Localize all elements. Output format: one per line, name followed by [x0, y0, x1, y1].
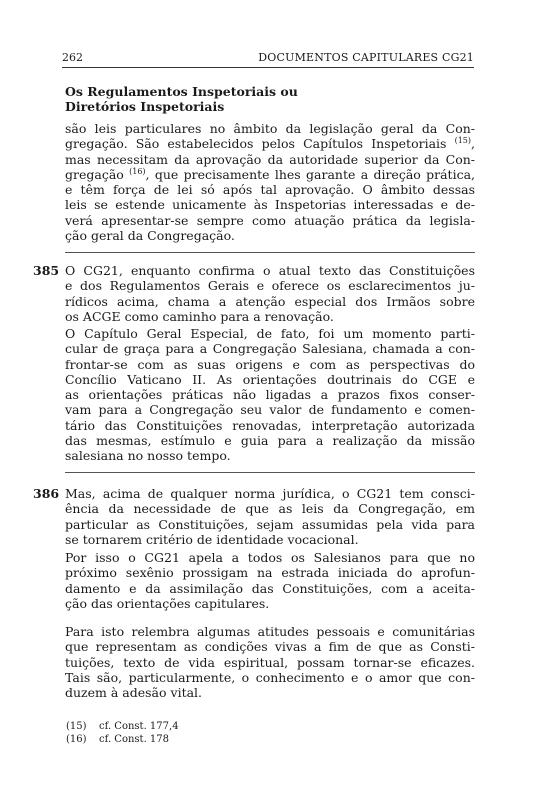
section-heading	[65, 84, 298, 114]
footnote-text: cf. Const. 178	[99, 734, 170, 745]
section-paragraph	[65, 121, 475, 243]
footnote-ref: (15)	[454, 136, 472, 146]
text-line: damento e da assimilação das Constituições, com a aceita-	[65, 580, 475, 596]
section-heading-line: Os Regulamentos Inspetoriais ou	[65, 84, 298, 99]
text-line: O Capítulo Geral Especial, de fato, foi um momento parti-	[65, 326, 475, 341]
text-line: Por isso o CG21 apela a todos os Salesianos para que no	[65, 550, 475, 565]
text-line: frontar-se com as suas origens e com as perspectivas do	[65, 356, 475, 372]
text-line: tuições, texto de vida espiritual, possam tornar-se eficazes.	[65, 654, 475, 670]
text-line: tário das Constituições renovadas, interpretação autorizada	[65, 417, 475, 433]
text-line: e têm força de lei só após tal aprovação. O âmbito dessas	[65, 182, 475, 198]
paragraph-number: 385	[33, 263, 60, 278]
text-line	[65, 136, 475, 151]
footnotes	[66, 720, 179, 746]
footnote-text: cf. Const. 177,4	[99, 721, 179, 732]
footnote	[66, 720, 179, 733]
paragraph-number: 386	[33, 486, 60, 501]
running-title: DOCUMENTOS CAPITULARES CG21	[258, 51, 474, 64]
text-segment: gregação. São estabelecidos pelos Capítulos Inspetoriais	[65, 136, 447, 152]
text-line: Para isto relembra algumas atitudes pessoais e comunitárias	[65, 624, 475, 639]
text-line: se tornarem critério de identidade vocacional.	[65, 531, 359, 547]
text-line: são leis particulares no âmbito da legislação geral da Con-	[65, 121, 475, 136]
text-line: ência da necessidade de que as leis da Congregação, em	[65, 501, 475, 517]
text-line: das mesmas, estímulo e guia para a realização da missão	[65, 433, 475, 449]
text-line: verá apresentar-se sempre como atuação prática da legisla-	[65, 212, 475, 228]
text-line: próximo sexênio prossigam na estrada iniciada do aprofun-	[65, 565, 475, 581]
text-line: Mas, acima de qualquer norma jurídica, o CG21 tem consci-	[65, 486, 475, 501]
section-divider	[65, 252, 475, 253]
text-line: Tais são, particularmente, o conhecimento e o amor que con-	[65, 669, 475, 685]
text-line: vam para a Congregação seu valor de fundamento e comen-	[65, 402, 475, 418]
section-divider	[65, 472, 475, 473]
text-line: as orientações práticas não ligadas a prazos fixos conser-	[65, 387, 475, 403]
paragraph-386-p3	[65, 624, 475, 700]
text-segment: , que precisamente lhes garante a direção prática,	[145, 166, 475, 182]
text-line: ção das orientações capitulares.	[65, 595, 270, 611]
text-segment: ,	[471, 136, 475, 152]
text-line: rídicos acima, chama a atenção especial dos Irmãos sobre	[65, 293, 475, 309]
text-line: cular de graça para a Congregação Salesiana, chamada a con-	[65, 341, 475, 357]
footnote-ref: (16)	[129, 166, 146, 176]
text-line: e dos Regulamentos Gerais e oferece os esclarecimentos ju-	[65, 278, 475, 294]
running-header	[62, 51, 474, 68]
text-line: particular as Constituições, sejam assumidas pela vida para	[65, 516, 475, 532]
paragraph-385-p2	[65, 326, 475, 464]
text-line: leis se estende unicamente às Inspetorias interessadas e de-	[65, 197, 475, 213]
text-line: O CG21, enquanto confirma o atual texto das Constituições	[65, 263, 475, 278]
footnote-number: (15)	[66, 721, 87, 732]
footnote	[66, 733, 179, 746]
footnote-number: (16)	[66, 734, 87, 745]
paragraph-386-p2	[65, 550, 475, 611]
text-line: Concílio Vaticano II. As orientações doutrinais do CGE e	[65, 371, 475, 387]
paragraph-386-p1	[65, 486, 475, 547]
text-line: duzem à adesão vital.	[65, 685, 203, 701]
text-line: ção geral da Congregação.	[65, 228, 235, 244]
text-line: os ACGE como caminho para a renovação.	[65, 308, 334, 324]
text-line: que representam as condições vivas a fim de que as Consti-	[65, 639, 475, 655]
paragraph-385-p1	[65, 263, 475, 324]
text-line	[65, 167, 475, 182]
text-line: salesiana no nosso tempo.	[65, 448, 231, 464]
page-number: 262	[62, 51, 83, 64]
text-segment: gregação	[65, 166, 124, 182]
section-heading-line: Diretórios Inspetoriais	[65, 99, 225, 114]
text-line: mas necessitam da aprovação da autoridade superior da Con-	[65, 151, 475, 167]
